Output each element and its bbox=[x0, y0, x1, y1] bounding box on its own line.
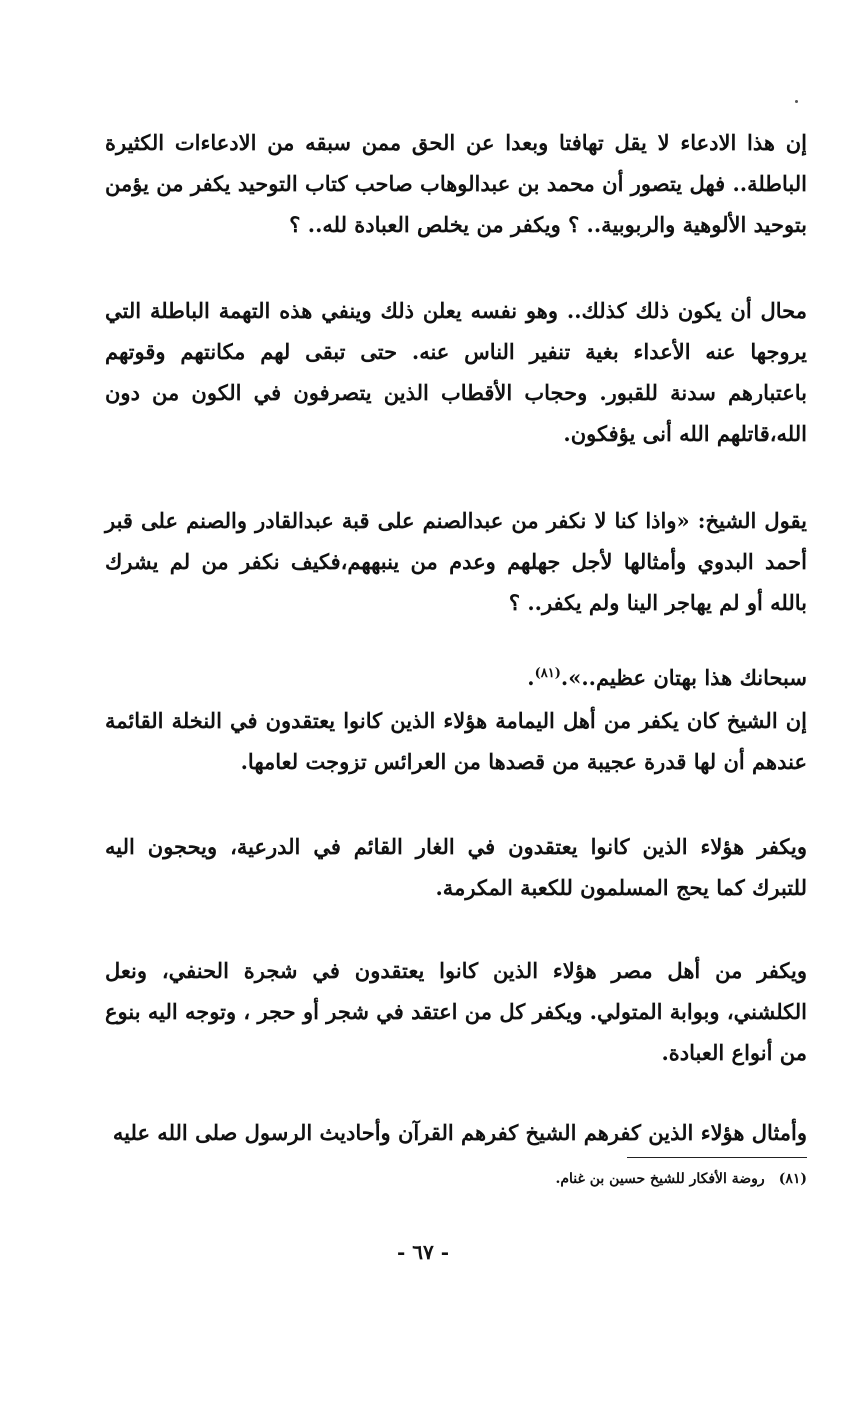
footnote-number: (٨١) bbox=[778, 1171, 807, 1187]
quote-end-tail: . bbox=[527, 665, 535, 690]
paragraph-claim-rebuttal: إن هذا الادعاء لا يقل تهافتا وبعدا عن الحق ممن سبقه من الادعاءات الكثيرة الباطلة.. فهل يتصور أن محمد بن عبدالوهاب صاحب كتاب التوحيد يكفر من يؤمن بتوحيد الألوهية والربوبية.. ؟ ويكفر من يخلص العبادة لله.. ؟ bbox=[105, 130, 807, 237]
page-number: - ٦٧ - bbox=[396, 1240, 449, 1264]
paragraph-impossible: محال أن يكون ذلك كذلك.. وهو نفسه يعلن ذلك وينفي هذه التهمة الباطلة التي يروجها عنه الأعداء بغية تنفير الناس عنه. حتى تبقى لهم مكانتهم وقوتهم باعتبارهم سدنة للقبور. وحجاب الأقطاب الذين يتصرفون في الكون من دون الله،قاتلهم الله أنى يؤفكون. bbox=[105, 298, 807, 446]
footnote-text: روضة الأفكار للشيخ حسين بن غنام. bbox=[555, 1171, 765, 1187]
footnote bbox=[105, 1168, 807, 1190]
paragraph-sheikh-quote: يقول الشيخ: «واذا كنا لا نكفر من عبدالصنم على قبة عبدالقادر والصنم على قبر أحمد البدوي وأمثالها لأجل جهلهم وعدم من ينبههم،فكيف نكفر من لم يشرك بالله أو لم يهاجر الينا ولم يكفر.. ؟ bbox=[105, 508, 807, 615]
paragraph-yamama: إن الشيخ كان يكفر من أهل اليمامة هؤلاء الذين كانوا يعتقدون في النخلة القائمة عندهم أن لها قدرة عجيبة من قصدها من العرائس تزوجت لعامها. bbox=[105, 708, 807, 774]
footnote-separator bbox=[627, 1157, 807, 1158]
scan-speck bbox=[795, 100, 798, 103]
paragraph-diriyah-cave: ويكفر هؤلاء الذين كانوا يعتقدون في الغار القائم في الدرعية، ويحجون اليه للتبرك كما يحج المسلمون للكعبة المكرمة. bbox=[105, 834, 807, 900]
paragraph-quote-end bbox=[105, 657, 807, 698]
quote-end-text: سبحانك هذا بهتان عظيم..». bbox=[560, 665, 807, 690]
paragraph-continued: وأمثال هؤلاء الذين كفرهم الشيخ كفرهم القرآن وأحاديث الرسول صلى الله عليه bbox=[112, 1120, 807, 1145]
paragraph-egypt: ويكفر من أهل مصر هؤلاء الذين كانوا يعتقدون في شجرة الحنفي، ونعل الكلشني، وبوابة المتولي. ويكفر كل من اعتقد في شجر أو حجر ، وتوجه اليه بنوع من أنواع العبادة. bbox=[105, 958, 807, 1065]
footnote-reference: (٨١) bbox=[534, 666, 561, 681]
